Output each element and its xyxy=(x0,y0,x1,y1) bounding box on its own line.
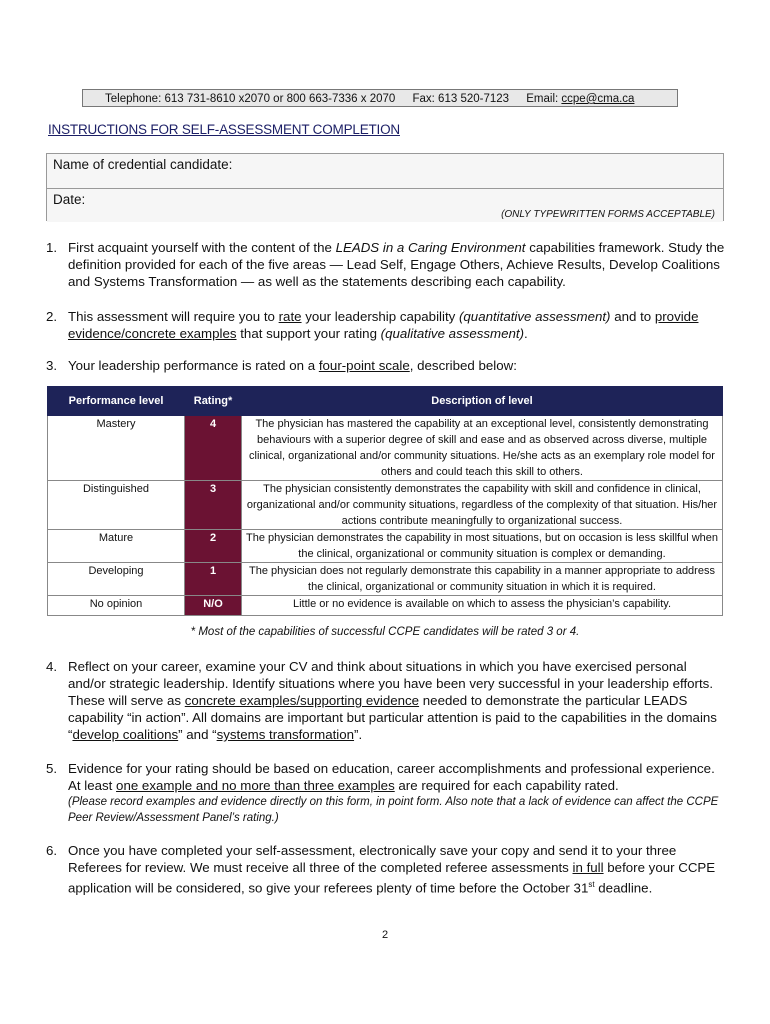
emphasis: one example and no more than three examples xyxy=(116,778,395,793)
instruction-2 xyxy=(46,308,726,342)
text: your leadership capability xyxy=(301,309,459,324)
text: that support your rating xyxy=(236,326,381,341)
header-rating: Rating* xyxy=(185,387,242,416)
superscript: st xyxy=(588,880,595,889)
table-row xyxy=(48,481,723,530)
table-row xyxy=(48,530,723,563)
header-description: Description of level xyxy=(242,387,723,416)
text: are required for each capability rated. xyxy=(394,778,619,793)
item-number: 2. xyxy=(46,309,58,324)
text: This assessment will require you to xyxy=(68,309,279,324)
emphasis: systems transformation xyxy=(216,727,355,742)
item-number: 3. xyxy=(46,358,58,373)
instruction-3 xyxy=(46,357,726,374)
rating-cell: N/O xyxy=(185,596,242,616)
header-performance-level: Performance level xyxy=(48,387,185,416)
text: capabilities framework. Study the definition provided for each of the five areas — Lead Self, Engage Others, Achieve Results, Develop Coalitions and Systems Transformation — as well as the statements describing each capability. xyxy=(68,240,725,289)
text: First acquaint yourself with the content of the xyxy=(68,240,336,255)
emphasis: concrete examples/supporting evidence xyxy=(184,693,420,708)
evidence-note: (Please record examples and evidence directly on this form, in point form. Also note that a lack of evidence can affect the CCPE Peer Review/Assessment Panel’s rating.) xyxy=(68,796,719,824)
emphasis: (quantitative assessment) xyxy=(458,309,611,324)
description-cell: The physician does not regularly demonstrate this capability in a manner appropriate to address the clinical, organizational or community situation in which it is required. xyxy=(242,563,723,596)
item-number: 6. xyxy=(46,843,58,858)
typewritten-note: (ONLY TYPEWRITTEN FORMS ACCEPTABLE) xyxy=(501,209,715,220)
instruction-5 xyxy=(46,760,726,826)
name-field[interactable] xyxy=(47,154,723,189)
email-link[interactable]: ccpe@cma.ca xyxy=(561,93,635,105)
text: Your leadership performance is rated on a xyxy=(68,358,319,373)
text: ”. xyxy=(354,727,363,742)
name-label: Name of credential candidate: xyxy=(53,157,233,172)
level-cell: Distinguished xyxy=(48,481,185,530)
text: needed to demonstrate the particular LEADS capability “in action”. All domains are important but particular attention is paid to the capabilities in the domains “ xyxy=(68,693,717,742)
emphasis: in full xyxy=(572,860,604,875)
item-number: 1. xyxy=(46,240,58,255)
date-field[interactable] xyxy=(47,189,723,222)
level-cell: Developing xyxy=(48,563,185,596)
emphasis: (qualitative assessment) xyxy=(380,326,525,341)
text: , described below: xyxy=(409,358,517,373)
candidate-form xyxy=(46,153,724,221)
page-number: 2 xyxy=(381,929,389,941)
text: and to xyxy=(610,309,655,324)
text: . xyxy=(524,326,528,341)
telephone-text: Telephone: 613 731-8610 x2070 or 800 663-7336 x 2070 xyxy=(105,93,396,105)
email-label: Email: xyxy=(526,93,562,105)
description-cell: The physician consistently demonstrates the capability with skill and confidence in clinical, organizational and/or community situations, regardless of the complexity of that situation. His/her actions contribute meaningfully to organizational success. xyxy=(242,481,723,530)
level-cell: No opinion xyxy=(48,596,185,616)
item-number: 5. xyxy=(46,761,58,776)
table-row xyxy=(48,416,723,481)
level-cell: Mastery xyxy=(48,416,185,481)
text: Reflect on your career, examine your CV and think about situations in which you have exercised personal and/or strategic leadership. Identify situations where you have been very successful in your leadership efforts. These will serve as xyxy=(68,659,714,708)
instruction-4 xyxy=(46,658,726,743)
description-cell: The physician demonstrates the capability in most situations, but on occasion is less skillful when the clinical, organizational or community situation is complex or demanding. xyxy=(242,530,723,563)
level-cell: Mature xyxy=(48,530,185,563)
performance-table xyxy=(47,386,723,616)
emphasis: develop coalitions xyxy=(72,727,179,742)
rating-cell: 4 xyxy=(185,416,242,481)
instruction-6 xyxy=(46,842,726,896)
rating-cell: 3 xyxy=(185,481,242,530)
emphasis: four-point scale xyxy=(318,358,410,373)
description-cell: The physician has mastered the capability at an exceptional level, consistently demonstrating behaviours with a superior degree of skill and ease and as observed across diverse, multiple clinical, organizational and/or community situations. He/she acts as an exemplary role model for others and could teach this skill to others. xyxy=(242,416,723,481)
fax-text: Fax: 613 520-7123 xyxy=(412,93,510,105)
emphasis: rate xyxy=(278,309,302,324)
text: Evidence for your rating should be based on education, career accomplishments and professional experience. At least xyxy=(68,761,715,793)
instruction-1 xyxy=(46,239,726,290)
table-footnote: * Most of the capabilities of successful CCPE candidates will be rated 3 or 4. xyxy=(190,626,580,638)
text: Once you have completed your self-assessment, electronically save your copy and send it to your three Referees for review. We must receive all three of the completed referee assessments xyxy=(68,843,677,875)
leads-framework-title: LEADS in a Caring Environment xyxy=(335,240,526,255)
contact-bar xyxy=(82,89,678,107)
text: deadline. xyxy=(594,880,653,896)
text: before your CCPE application will be considered, so give your referees plenty of time before the October 31 xyxy=(68,860,716,896)
emphasis: provide evidence/concrete examples xyxy=(68,309,699,341)
table-header-row xyxy=(48,387,723,416)
date-label: Date: xyxy=(53,192,86,207)
page-heading: INSTRUCTIONS FOR SELF-ASSESSMENT COMPLETION xyxy=(48,122,400,137)
description-cell: Little or no evidence is available on which to assess the physician’s capability. xyxy=(242,596,723,616)
rating-cell: 2 xyxy=(185,530,242,563)
rating-cell: 1 xyxy=(185,563,242,596)
table-row xyxy=(48,563,723,596)
table-row xyxy=(48,596,723,616)
item-number: 4. xyxy=(46,659,58,674)
text: ” and “ xyxy=(178,727,217,742)
